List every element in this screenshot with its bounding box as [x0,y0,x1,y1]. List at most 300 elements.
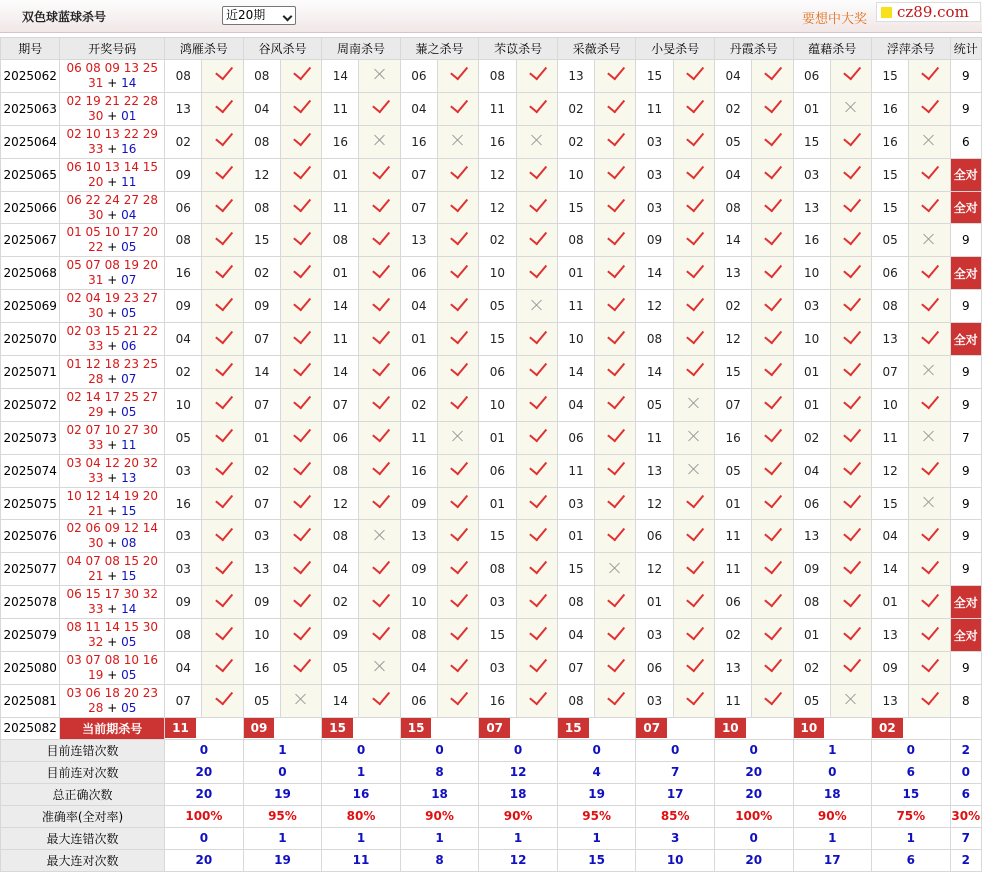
col-issue: 期号 [1,38,60,60]
plus-sign: + [103,700,122,715]
correct-count: 9 [950,652,981,685]
kill-number: 13 [165,92,202,125]
stat-value: 0 [165,827,244,849]
plus-sign: + [103,339,122,354]
kill-number: 08 [322,224,359,257]
hit-mark [359,224,400,257]
hit-mark [438,553,479,586]
hit-mark [909,487,950,520]
issue-number: 2025070 [1,323,60,356]
kill-number: 10 [243,619,280,652]
blue-ball: 04 [121,207,137,222]
check-icon [450,687,468,706]
check-icon [843,523,861,542]
check-icon [843,621,861,640]
red-balls-line-1: 01 12 18 23 25 [66,356,159,371]
kill-number: 04 [322,553,359,586]
table-row [1,125,982,158]
hit-mark [752,586,793,619]
check-icon [372,358,390,377]
check-icon [293,325,311,344]
stat-value: 17 [636,783,715,805]
cross-icon [688,430,700,442]
check-icon [922,687,940,706]
plus-sign: + [103,503,122,518]
stat-row [1,827,982,849]
table-row [1,257,982,290]
check-icon [765,194,783,213]
check-icon [765,687,783,706]
kill-number: 10 [479,257,516,290]
table-row [1,619,982,652]
red-balls-line-1: 06 10 13 14 15 [66,159,159,174]
hit-mark [438,257,479,290]
stat-row [1,761,982,783]
hit-mark [202,60,243,93]
check-icon [607,654,625,673]
check-icon [215,161,233,180]
period-select[interactable] [222,6,296,25]
kill-number: 09 [872,652,909,685]
red-balls-line-1: 06 08 09 13 25 [66,60,159,75]
hit-mark [595,125,636,158]
kill-number: 10 [872,388,909,421]
kill-number: 05 [636,388,673,421]
hit-mark [752,356,793,389]
hit-mark [202,92,243,125]
col-expert: 丹霞杀号 [714,38,793,60]
kill-number: 07 [243,323,280,356]
hit-mark [202,388,243,421]
check-icon [843,424,861,443]
check-icon [686,621,704,640]
check-icon [686,588,704,607]
kill-number: 08 [872,290,909,323]
check-icon [765,259,783,278]
check-icon [765,457,783,476]
kill-number: 14 [636,356,673,389]
check-icon [922,391,940,410]
hit-mark [830,92,871,125]
hit-mark [280,520,321,553]
check-icon [293,227,311,246]
hit-mark [516,92,557,125]
draw-numbers [60,619,165,652]
stat-value: 0 [165,739,244,761]
check-icon [529,687,547,706]
current-kill-cell [872,717,951,739]
kill-number: 07 [557,652,594,685]
hit-mark [673,520,714,553]
check-icon [450,358,468,377]
stat-label: 最大连错次数 [1,827,165,849]
kill-number: 08 [636,323,673,356]
kill-number: 02 [793,421,830,454]
hit-mark [830,586,871,619]
check-icon [293,128,311,147]
check-icon [843,654,861,673]
hit-mark [516,421,557,454]
check-icon [372,161,390,180]
stat-row [1,849,982,871]
hit-mark [673,191,714,224]
draw-numbers [60,323,165,356]
kill-number: 12 [479,191,516,224]
kill-number: 13 [793,520,830,553]
issue-number: 2025063 [1,92,60,125]
hit-mark [359,586,400,619]
check-icon [843,588,861,607]
stat-label: 目前连对次数 [1,761,165,783]
kill-number: 15 [479,619,516,652]
kill-number: 13 [636,454,673,487]
correct-count: 9 [950,454,981,487]
table-row [1,224,982,257]
hit-mark [280,553,321,586]
check-icon [215,325,233,344]
logo-square-icon [881,7,892,18]
stat-value: 1 [872,827,951,849]
check-icon [765,654,783,673]
correct-count: 6 [950,125,981,158]
kill-number: 08 [557,684,594,717]
red-balls-line-2: 19 [88,667,104,682]
cross-icon [374,529,386,541]
check-icon [529,161,547,180]
hit-mark [909,421,950,454]
kill-number: 13 [714,652,751,685]
hit-mark [830,553,871,586]
stat-value: 6 [872,849,951,871]
hit-mark [359,257,400,290]
hit-mark [909,553,950,586]
check-icon [922,556,940,575]
kill-number: 07 [872,356,909,389]
stat-value: 90% [479,805,558,827]
current-kill-cell [636,717,715,739]
check-icon [529,227,547,246]
hit-mark [516,290,557,323]
all-correct-badge: 全对 [950,158,981,191]
issue-number: 2025067 [1,224,60,257]
hit-mark [359,92,400,125]
hit-mark [438,158,479,191]
check-icon [607,523,625,542]
hit-mark [595,586,636,619]
correct-count: 9 [950,92,981,125]
check-icon [293,259,311,278]
issue-number: 2025073 [1,421,60,454]
stat-value: 11 [322,849,401,871]
check-icon [686,259,704,278]
current-kill-number: 10 [715,718,746,738]
blue-ball: 05 [121,306,137,321]
hit-mark [752,60,793,93]
kill-number: 03 [165,520,202,553]
check-icon [607,457,625,476]
hit-mark [752,323,793,356]
check-icon [372,227,390,246]
check-icon [215,194,233,213]
kill-number: 02 [714,92,751,125]
check-icon [686,654,704,673]
check-icon [922,292,940,311]
draw-numbers [60,290,165,323]
hit-mark [830,290,871,323]
check-icon [922,325,940,344]
kill-number: 05 [714,125,751,158]
kill-number: 06 [636,520,673,553]
check-icon [372,259,390,278]
kill-number: 12 [714,323,751,356]
check-icon [372,588,390,607]
hit-mark [516,125,557,158]
hit-mark [280,158,321,191]
kill-number: 07 [165,684,202,717]
stat-value: 0 [793,761,872,783]
stat-value: 95% [243,805,322,827]
hit-mark [280,586,321,619]
check-icon [293,161,311,180]
check-icon [372,325,390,344]
kill-number: 03 [165,454,202,487]
hit-mark [438,388,479,421]
hit-mark [673,553,714,586]
table-row [1,487,982,520]
kill-number: 11 [322,323,359,356]
check-icon [686,62,704,81]
stat-value: 0 [714,827,793,849]
kill-number: 04 [714,60,751,93]
kill-number: 11 [400,421,437,454]
hit-mark [202,487,243,520]
site-logo[interactable] [876,2,981,22]
hit-mark [595,454,636,487]
kill-number: 05 [165,421,202,454]
hit-mark [438,421,479,454]
hit-mark [830,421,871,454]
hit-mark [752,92,793,125]
check-icon [765,292,783,311]
check-icon [843,325,861,344]
check-icon [372,424,390,443]
stat-total: 2 [950,849,981,871]
stat-value: 7 [636,761,715,783]
current-kill-number: 07 [636,718,667,738]
hit-mark [438,323,479,356]
hit-mark [752,421,793,454]
hit-mark [752,388,793,421]
check-icon [450,523,468,542]
stat-value: 90% [400,805,479,827]
check-icon [843,556,861,575]
check-icon [607,621,625,640]
kill-number: 06 [872,257,909,290]
hit-mark [830,257,871,290]
draw-numbers [60,125,165,158]
check-icon [765,358,783,377]
stat-value: 17 [793,849,872,871]
kill-number: 09 [243,290,280,323]
hit-mark [909,684,950,717]
kill-number: 08 [557,224,594,257]
check-icon [293,588,311,607]
hit-mark [438,487,479,520]
current-kill-number: 07 [479,718,510,738]
kill-number: 08 [165,619,202,652]
table-row [1,586,982,619]
hit-mark [673,421,714,454]
kill-number: 05 [479,290,516,323]
check-icon [607,95,625,114]
stat-value: 3 [636,827,715,849]
promo-link[interactable]: 要想中大奖 [802,12,868,27]
hit-mark [752,684,793,717]
check-icon [686,161,704,180]
hit-mark [595,652,636,685]
kill-number: 12 [322,487,359,520]
table-row [1,454,982,487]
issue-number: 2025072 [1,388,60,421]
hit-mark [359,290,400,323]
plus-sign: + [103,141,122,156]
kill-number: 03 [557,487,594,520]
current-kill-cell [165,717,244,739]
blue-ball: 11 [121,437,137,452]
stat-value: 0 [872,739,951,761]
kill-number: 16 [479,125,516,158]
plus-sign: + [103,437,122,452]
stat-total: 30% [950,805,981,827]
stat-value: 100% [165,805,244,827]
check-icon [529,95,547,114]
kill-number: 07 [400,158,437,191]
stat-value: 80% [322,805,401,827]
kill-number: 04 [400,92,437,125]
check-icon [215,588,233,607]
cross-icon [531,134,543,146]
kill-number: 16 [165,487,202,520]
draw-numbers [60,553,165,586]
check-icon [843,194,861,213]
check-icon [922,95,940,114]
red-balls-line-2: 28 [88,371,104,386]
red-balls-line-2: 31 [88,75,104,90]
blue-ball: 07 [121,371,137,386]
kill-number: 03 [636,158,673,191]
kill-number: 15 [636,60,673,93]
check-icon [922,194,940,213]
kill-number: 06 [793,487,830,520]
hit-mark [752,454,793,487]
hit-mark [830,356,871,389]
kill-number: 01 [557,520,594,553]
kill-number: 07 [322,388,359,421]
col-expert: 蕴藉杀号 [793,38,872,60]
check-icon [922,62,940,81]
red-balls-line-2: 33 [88,141,104,156]
kill-number: 02 [243,257,280,290]
current-kill-number: 10 [794,718,825,738]
kill-number: 02 [793,652,830,685]
kill-number: 05 [793,684,830,717]
kill-number: 15 [479,520,516,553]
red-balls-line-1: 02 19 21 22 28 [66,93,159,108]
check-icon [372,391,390,410]
issue-number: 2025076 [1,520,60,553]
stat-value: 85% [636,805,715,827]
kill-number: 09 [400,487,437,520]
issue-number: 2025066 [1,191,60,224]
table-row [1,92,982,125]
hit-mark [516,652,557,685]
hit-mark [909,454,950,487]
red-balls-line-1: 10 12 14 19 20 [66,488,159,503]
plus-sign: + [103,536,122,551]
hit-mark [359,454,400,487]
red-balls-line-1: 02 07 10 27 30 [66,422,159,437]
check-icon [450,227,468,246]
kill-number: 16 [400,454,437,487]
kill-number: 11 [636,421,673,454]
stat-value: 0 [636,739,715,761]
period-select-value: 近20期 [226,8,266,22]
kill-number: 06 [165,191,202,224]
stat-value: 19 [243,783,322,805]
kill-number: 01 [872,586,909,619]
stat-total: 7 [950,827,981,849]
check-icon [215,687,233,706]
hit-mark [595,60,636,93]
kill-number: 16 [479,684,516,717]
hit-mark [280,191,321,224]
cross-icon [374,134,386,146]
current-kill-number: 02 [872,718,903,738]
current-issue-number: 2025082 [1,717,60,739]
kill-number: 07 [714,388,751,421]
red-balls-line-1: 05 07 08 19 20 [66,258,159,273]
table-row [1,290,982,323]
table-row [1,652,982,685]
hit-mark [595,224,636,257]
plus-sign: + [103,207,122,222]
kill-number: 06 [557,421,594,454]
kill-number: 07 [243,388,280,421]
hit-mark [909,586,950,619]
plus-sign: + [103,174,122,189]
hit-mark [438,652,479,685]
kill-number: 13 [793,191,830,224]
col-draw: 开奖号码 [60,38,165,60]
blue-ball: 16 [121,141,137,156]
check-icon [765,227,783,246]
kill-number: 06 [400,684,437,717]
draw-numbers [60,92,165,125]
stat-value: 20 [165,783,244,805]
kill-number: 12 [636,290,673,323]
check-icon [922,588,940,607]
check-icon [215,654,233,673]
hit-mark [516,158,557,191]
draw-numbers [60,454,165,487]
hit-mark [359,125,400,158]
stat-value: 20 [165,761,244,783]
stat-value: 1 [793,739,872,761]
check-icon [293,95,311,114]
check-icon [372,292,390,311]
stat-value: 8 [400,849,479,871]
check-icon [450,292,468,311]
